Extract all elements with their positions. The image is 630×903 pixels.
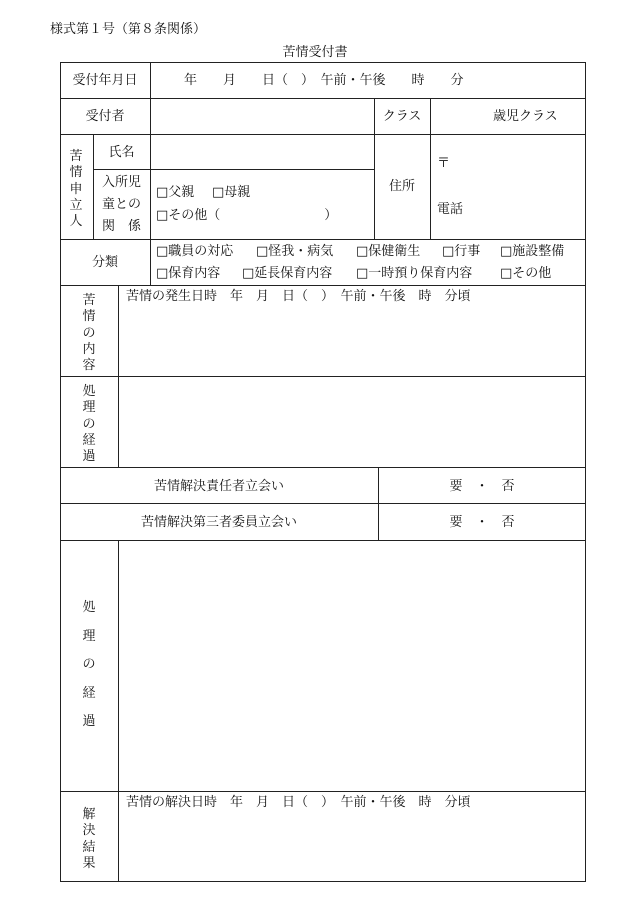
- third-party-attendance-label: 苦情解決第三者委員立会い: [140, 515, 297, 530]
- table-border-bottom: [60, 881, 586, 882]
- col-divider: [150, 62, 151, 98]
- row-divider: [60, 791, 586, 792]
- row-divider: [60, 239, 586, 240]
- row-divider: [60, 134, 586, 135]
- col-divider: [118, 285, 119, 467]
- col-divider: [150, 98, 151, 134]
- complaint-form-table: [60, 62, 586, 882]
- table-border-top: [60, 62, 586, 63]
- table-border-right: [585, 62, 586, 882]
- resolution-label: 解 決 結 果: [82, 807, 96, 871]
- relation-option-mother[interactable]: □母親: [212, 185, 251, 200]
- form-title: 苦情受付書: [282, 45, 348, 60]
- process-field-2[interactable]: [124, 546, 580, 786]
- relation-label-3: 関 係: [101, 219, 141, 234]
- relation-label-1: 入所児: [101, 175, 141, 190]
- class-label: クラス: [382, 109, 422, 124]
- process-field-1[interactable]: [124, 382, 580, 462]
- row-divider: [93, 169, 374, 170]
- relation-option-father[interactable]: □父親: [156, 185, 195, 200]
- category-other[interactable]: □その他: [500, 266, 552, 281]
- table-border-left: [60, 62, 61, 882]
- category-event[interactable]: □行事: [442, 244, 481, 259]
- relation-label-2: 童との: [101, 197, 141, 212]
- row-divider: [60, 467, 586, 468]
- postal-mark: 〒: [437, 156, 451, 171]
- category-injury-illness[interactable]: □怪我・病気: [256, 244, 334, 259]
- address-label: 住所: [388, 179, 415, 194]
- category-extended-care[interactable]: □延長保育内容: [242, 266, 333, 281]
- complaint-occurrence-date[interactable]: 苦情の発生日時 年 月 日（ ） 午前・午後 時 分頃: [126, 289, 471, 304]
- name-label: 氏名: [108, 145, 135, 160]
- relation-option-other[interactable]: □その他（ ）: [156, 208, 338, 223]
- form-number-label: 様式第１号（第８条関係）: [50, 22, 207, 37]
- category-hygiene[interactable]: □保健衛生: [356, 244, 421, 259]
- receiver-label: 受付者: [85, 109, 125, 124]
- col-divider: [378, 467, 379, 540]
- row-divider: [60, 98, 586, 99]
- receiver-field[interactable]: [155, 104, 369, 128]
- class-field[interactable]: 歳児クラス: [493, 109, 558, 124]
- category-facility[interactable]: □施設整備: [500, 244, 565, 259]
- complainant-label: 苦 情 申 立 人: [69, 149, 83, 229]
- row-divider: [60, 285, 586, 286]
- name-field[interactable]: [155, 140, 369, 164]
- responsible-attendance-choice[interactable]: 要 ・ 否: [449, 479, 515, 494]
- process-label-2: 処 理 の 経 過: [82, 600, 96, 730]
- responsible-attendance-label: 苦情解決責任者立会い: [153, 479, 284, 494]
- phone-label: 電話: [437, 202, 464, 217]
- row-divider: [60, 503, 586, 504]
- category-label: 分類: [91, 255, 118, 270]
- process-label-1: 処 理 の 経 過: [82, 384, 96, 464]
- reception-date-label: 受付年月日: [72, 73, 138, 88]
- col-divider: [118, 540, 119, 881]
- category-temporary-care[interactable]: □一時預り保育内容: [356, 266, 473, 281]
- row-divider: [60, 376, 586, 377]
- category-childcare[interactable]: □保育内容: [156, 266, 221, 281]
- col-divider: [150, 134, 151, 239]
- reception-date-field[interactable]: 年 月 日（ ） 午前・午後 時 分: [184, 73, 464, 88]
- col-divider: [430, 98, 431, 239]
- category-staff-response[interactable]: □職員の対応: [156, 244, 234, 259]
- complaint-content-label: 苦 情 の 内 容: [82, 293, 96, 373]
- resolution-date[interactable]: 苦情の解決日時 年 月 日（ ） 午前・午後 時 分頃: [126, 795, 471, 810]
- third-party-attendance-choice[interactable]: 要 ・ 否: [449, 515, 515, 530]
- row-divider: [60, 540, 586, 541]
- col-divider: [150, 239, 151, 285]
